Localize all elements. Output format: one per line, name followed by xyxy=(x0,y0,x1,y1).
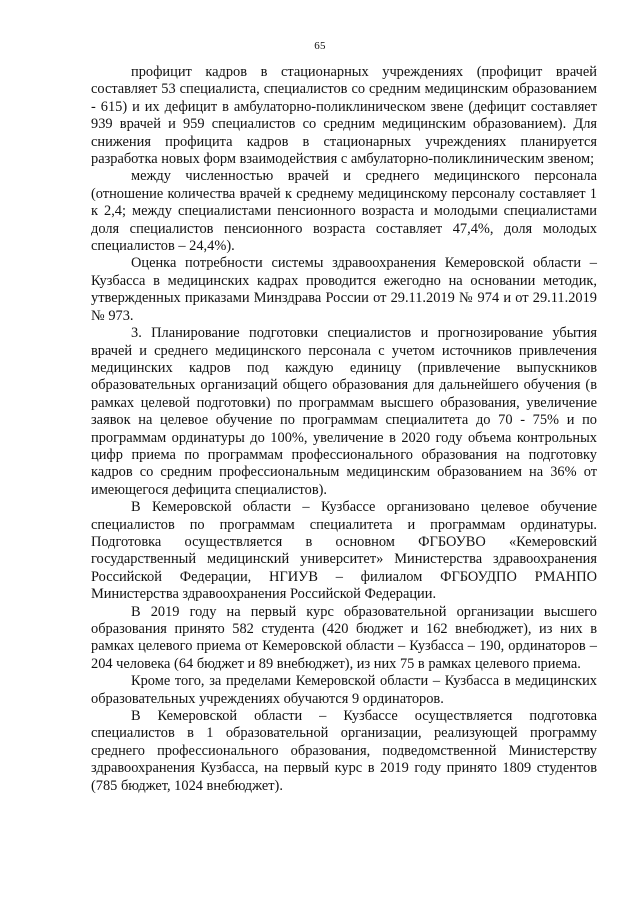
paragraph-external-residents: Кроме того, за пределами Кемеровской области – Кузбасса в медицинских образовательных учреждениях обучаются 9 ординаторов. xyxy=(91,673,597,707)
paragraph-training-planning: 3. Планирование подготовки специалистов и прогнозирование убытия врачей и среднего медицинского персонала с учетом источников привлечения медицинских кадров под каждую единицу (привлечение выпускников образовательных организаций общего образования для дальнейшего обучения (в рамках целевой подготовки) по программам высшего образования, увеличение заявок на целевое обучение по программам специалитета до 70 - 75% и по программам ординатуры до 100%, увеличение в 2020 году объема контрольных цифр приема по программам профессионального образования на подготовку кадров со средним профессиональным медицинским образованием на 36% от имеющегося дефицита специалистов). xyxy=(91,325,597,498)
paragraph-staff-surplus: профицит кадров в стационарных учреждениях (профицит врачей составляет 53 специалиста, специалистов со средним медицинским образованием - 615) и их дефицит в амбулаторно-поликлиническом звене (дефицит составляет 939 врачей и 959 специалистов со средним медицинским образованием). Для снижения профицита кадров в стационарных учреждениях планируется разработка новых форм взаимодействия с амбулаторно-поликлиническим звеном; xyxy=(91,64,597,168)
paragraph-targeted-training: В Кемеровской области – Кузбассе организовано целевое обучение специалистов по программам специалитета и программам ординатуры. Подготовка осуществляется в основном ФГБОУВО «Кемеровский государственный медицинский университет» Министерства здравоохранения Российской Федерации, НГИУВ – филиалом ФГБОУДПО РМАНПО Министерства здравоохранения Российской Федерации. xyxy=(91,499,597,603)
paragraph-secondary-vocational: В Кемеровской области – Кузбассе осуществляется подготовка специалистов в 1 образовательной организации, реализующей программу среднего профессионального образования, подведомственной Министерству здравоохранения Кузбасса, на первый курс в 2019 году принято 1809 студентов (785 бюджет, 1024 внебюджет). xyxy=(91,708,597,794)
page-number: 65 xyxy=(314,40,326,52)
paragraph-needs-assessment: Оценка потребности системы здравоохранения Кемеровской области – Кузбасса в медицинских кадрах проводится ежегодно на основании методик, утвержденных приказами Минздрава России от 29.11.2019 № 974 и от 29.11.2019 № 973. xyxy=(91,255,597,324)
paragraph-admissions-2019: В 2019 году на первый курс образовательной организации высшего образования принято 582 студента (420 бюджет и 162 внебюджет), из них в рамках целевого приема от Кемеровской области – Кузбасса – 190, ординаторов – 204 человека (64 бюджет и 89 внебюджет), из них 75 в рамках целевого приема. xyxy=(91,603,597,672)
document-body xyxy=(91,64,597,795)
paragraph-staff-ratio: между численностью врачей и среднего медицинского персонала (отношение количества врачей к среднему медицинскому персоналу составляет 1 к 2,4; между специалистами пенсионного возраста и молодыми специалистами доля специалистов пенсионного возраста составляет 47,4%, доля молодых специалистов – 24,4%). xyxy=(91,168,597,255)
